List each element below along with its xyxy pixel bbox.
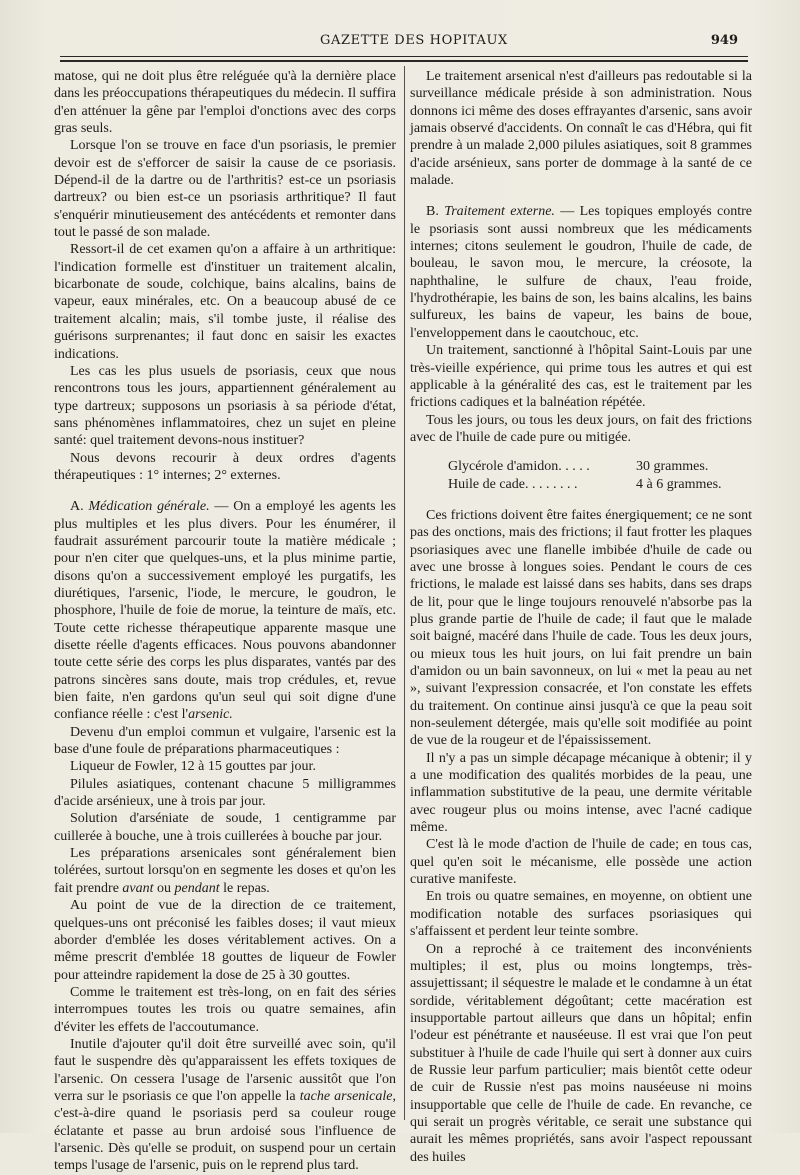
paragraph: Tous les jours, ou tous les deux jours, on fait des frictions avec de l'huile de cade pure ou mitigée. bbox=[410, 412, 752, 445]
page-number: 949 bbox=[710, 33, 738, 48]
arsenic-term: arsenic. bbox=[188, 707, 233, 723]
paragraph: Il n'y a pas un simple décapage mécanique à obtenir; il y a une modification des qualités morbides de la peau, une inflammation substitutive de la peau, une dermite véritable avec rougeur plus ou moins intense, avec l'acné cadique même. bbox=[410, 750, 752, 836]
formula-ingredient: Huile de cade. . . . . . . . bbox=[448, 476, 578, 492]
prescription-item: Liqueur de Fowler, 12 à 15 gouttes par jour. bbox=[70, 759, 316, 775]
paragraph: Comme le traitement est très-long, on en fait des séries interrompues toutes les trois ou quatre semaines, afin d'éviter les effets de l'accoutumance. bbox=[54, 984, 396, 1035]
prescription-item: Solution d'arséniate de soude, 1 centigramme par cuillerée à bouche, une à trois cuillerées à bouche par jour. bbox=[54, 811, 396, 844]
formula-table bbox=[448, 458, 752, 493]
paragraph: Lorsque l'on se trouve en face d'un psoriasis, le premier devoir est de s'efforcer de saisir la cause de ce psoriasis. Dépend-il de la dartre ou de l'arthritis? est-ce un psoriasis dartreux? ou bien est-ce un psoriasis arthritique? Il faut s'enquérir minutieusement des antécédents et remonter dans tout le passé de son malade. bbox=[54, 138, 396, 241]
section-b-paragraph: B. Traitement externe. — Les topiques employés contre le psoriasis sont aussi nombreux que les médicaments internes; citons seulement le goudron, l'huile de cade, de bouleau, le savon mou, le mercure, la créosote, la naphthaline, le sulfure de chaux, l'eau froide, l'hydrothérapie, les bains de son, les bains alcalins, les bains sulfureux, les bains de vapeur, les bains de boue, l'enveloppement dans le caoutchouc, etc. bbox=[410, 204, 752, 341]
journal-title: GAZETTE DES HOPITAUX bbox=[320, 33, 508, 48]
paragraph: Nous devons recourir à deux ordres d'agents thérapeutiques : 1° internes; 2° externes. bbox=[54, 450, 396, 483]
paragraph: En trois ou quatre semaines, en moyenne, on obtient une modification notable des surfaces psoriasiques qui s'affaissent et perdent leur teinte sombre. bbox=[410, 889, 752, 940]
column-divider bbox=[404, 66, 405, 1120]
left-column bbox=[54, 68, 396, 1175]
section-letter: B. bbox=[426, 204, 445, 220]
paragraph: Le traitement arsenical n'est d'ailleurs pas redoutable si la surveillance médicale préside à son administration. Nous donnons ici même des doses effrayantes d'arsenic, sans avoir jamais observé d'accidents. On connaît le cas d'Hébra, qui fit prendre à un malade 2,000 pilules asiatiques, soit 8 grammes d'acide arsénieux, sans porter de dommage à la santé de ce malade. bbox=[410, 69, 752, 189]
paragraph: Au point de vue de la direction de ce traitement, quelques-uns ont préconisé les faibles doses; il vaut mieux aborder d'emblée les doses véritablement actives. On a même prescrit d'emblée 18 gouttes de liqueur de Fowler pour atteindre rapidement la dose de 25 à 30 gouttes. bbox=[54, 898, 396, 983]
formula-row bbox=[448, 458, 752, 475]
section-heading-medication-generale: Médication générale. bbox=[88, 499, 210, 515]
paragraph: Ressort-il de cet examen qu'on a affaire à un arthritique: l'indication formelle est d'instituer un traitement alcalin, bicarbonate de soude, colchique, bains alcalins, bains de vapeur, eaux minérales, etc. On a beaucoup abusé de ce traitement alcalin; mais, s'il tombe juste, il réalise des guérisons surprenantes; il faut donc en saisir les exactes indications. bbox=[54, 242, 396, 362]
section-heading-traitement-externe: Traitement externe. bbox=[444, 204, 555, 220]
paragraph: Les préparations arsenicales sont généralement bien tolérées, surtout lorsqu'on en segmente les doses et qu'on les fait prendre avant ou pendant le repas. bbox=[54, 846, 396, 896]
paragraph: On a reproché à ce traitement des inconvénients multiples; il est, plus ou moins longtemps, très-assujettissant; il séquestre le malade et le condamne à un état sordide, véritablement dégoûtant; cette macération est insupportable partout ailleurs que dans un hôpital; enfin l'odeur est pénétrante et nauséeuse. Il est vrai que l'on peut substituer à l'huile de cade l'huile qui sert à donner aux cuirs de Russie leur parfum particulier; mais bientôt cette odeur de cuir de Russie n'est pas moins nauséeuse ni moins insupportable que celle de l'huile de cade. En revanche, ce qui serait un progrès véritable, ce serait une substance qui aurait les mêmes propriétés, sans avoir l'aspect repoussant des huiles bbox=[410, 941, 752, 1165]
paragraph: Les cas les plus usuels de psoriasis, ceux que nous rencontrons tous les jours, appartiennent généralement au type dartreux; supposons un psoriasis à sa période d'état, sans phénomènes inflammatoires, chez un sujet en pleine santé: quel traitement devons-nous instituer? bbox=[54, 363, 396, 449]
tache-arsenicale-term: tache arsenicale bbox=[299, 1088, 393, 1104]
section-a-paragraph: A. Médication générale. — On a employé les agents les plus multiples et les plus divers. Pour les énumérer, il faudrait assurément parcourir toute la matière médicale ; pour n'en citer que quelques-uns, et la plus minime partie, disons qu'on a successivement employé les purgatifs, les diurétiques, l'arsenic, l'iode, le mercure, le goudron, le phosphore, l'huile de foie de morue, la teinture de maïs, etc. Toute cette richesse thérapeutique apparente masque une disette réelle d'agents efficaces. Nous pouvons abandonner toute cette série des corps les plus disparates, vantés par des patrons sincères sans doute, mais trop crédules, et, revue bien faite, n'en gardons qu'un seul qui soit digne d'une confiance réelle : c'est l'arsenic. bbox=[54, 499, 396, 723]
formula-quantity: 30 grammes. bbox=[636, 459, 709, 475]
running-head bbox=[60, 33, 760, 53]
formula-ingredient: Glycérole d'amidon. . . . . bbox=[448, 459, 590, 475]
prescription-item: Pilules asiatiques, contenant chacune 5 milligrammes d'acide arsénieux, une à trois par jour. bbox=[54, 776, 396, 810]
paragraph: Inutile d'ajouter qu'il doit être surveillé avec soin, qu'il faut le suspendre dès qu'apparaissent les effets toxiques de l'arsenic. On cessera l'usage de l'arsenic aussitôt que l'on verra sur le psoriasis ce que l'on appelle la tache arsenicale, c'est-à-dire quand le psoriasis perd sa couleur rouge éclatante et passe au brun ardoisé sous l'influence de l'arsenic. Dès qu'elle se produit, on suspend pour un certain temps l'usage de l'arsenic, puis on le reprend plus tard. bbox=[54, 1036, 397, 1174]
header-rule-thick bbox=[60, 60, 748, 62]
section-letter: A. bbox=[70, 499, 89, 515]
formula-quantity: 4 à 6 grammes. bbox=[636, 476, 722, 492]
paragraph: Ces frictions doivent être faites énergiquement; ce ne sont pas des onctions, mais des frictions; il faut frotter les plaques psoriasiques avec une flanelle imbibée d'huile de cade ou avec une brosse à longues soies. Pendant le cours de ces frictions, le malade est laissé dans ses habits, dans ses draps de lit, pour que le linge toujours renouvelé n'absorbe pas la plus grande partie de l'huile de cade; il faut que le malade soit baigné, macéré dans l'huile de cade. Tous les deux jours, ou mieux tous les huit jours, on lui fait prendre un bain d'amidon ou un bain savonneux, on lui « met la peau au net », suivant l'expression consacrée, et l'on constate les effets du traitement. On continue ainsi jusqu'à ce que la peau soit non-seulement détergée, mais qu'elle soit modifiée au point de vue de la rougeur et de l'épaississement. bbox=[410, 507, 752, 749]
right-column bbox=[410, 68, 752, 1166]
paragraph: Un traitement, sanctionné à l'hôpital Saint-Louis par une très-vieille expérience, qui prime tous les autres et qui est applicable à la généralité des cas, est le traitement par les frictions cadiques et la balnéation répétée. bbox=[410, 343, 752, 411]
paragraph: matose, qui ne doit plus être reléguée qu'à la dernière place dans les préoccupations thérapeutiques du médecin. Il suffira d'en atténuer la gêne par l'emploi d'onctions avec des corps gras seuls. bbox=[54, 69, 396, 137]
paragraph: C'est là le mode d'action de l'huile de cade; en tous cas, quel qu'en soit le mécanisme, elle possède une action curative manifeste. bbox=[410, 837, 752, 888]
paragraph: Devenu d'un emploi commun et vulgaire, l'arsenic est la base d'une foule de préparations pharmaceutiques : bbox=[54, 724, 396, 758]
header-rule-thin bbox=[60, 56, 748, 57]
formula-row bbox=[448, 476, 752, 493]
